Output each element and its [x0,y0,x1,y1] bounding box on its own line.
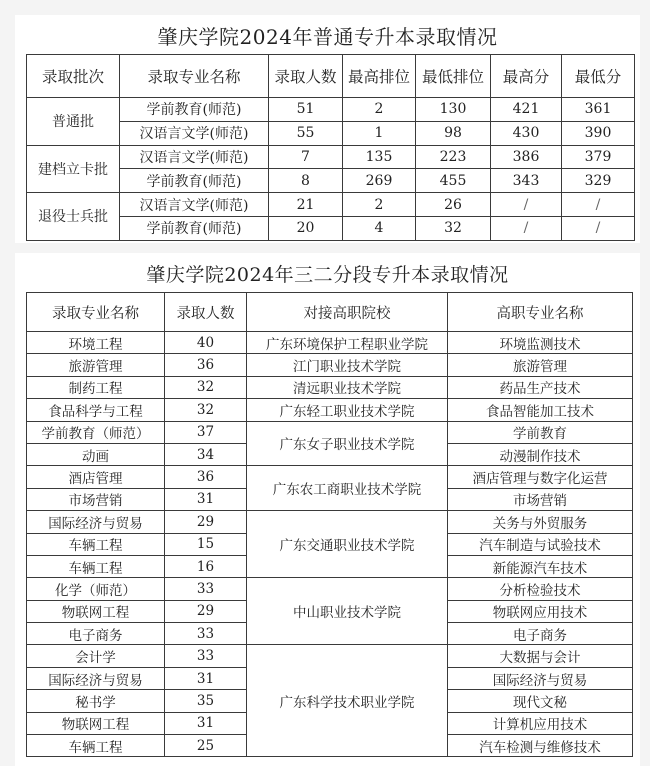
max-score-cell: 421 [491,98,562,122]
count-cell: 32 [165,399,247,421]
count-cell: 35 [165,690,247,712]
major-cell: 电子商务 [27,623,165,645]
major-cell: 酒店管理 [27,466,165,488]
voc-major-cell: 大数据与会计 [448,645,633,667]
min-rank-cell: 455 [416,169,491,193]
voc-major-cell: 新能源汽车技术 [448,555,633,577]
min-rank-cell: 223 [416,145,491,169]
table-row [27,421,633,443]
count-cell: 31 [165,712,247,734]
max-rank-cell: 2 [343,98,416,122]
header-min-rank: 最低排位 [416,55,491,98]
three-two-admission-panel [15,253,640,766]
max-rank-cell: 4 [343,216,416,240]
major-cell: 化学（师范） [27,578,165,600]
major-cell: 车辆工程 [27,735,165,757]
header-batch: 录取批次 [27,55,120,98]
count-cell: 29 [165,511,247,533]
major-cell: 学前教育(师范) [120,216,269,240]
voc-major-cell: 分析检验技术 [448,578,633,600]
major-cell: 学前教育(师范) [120,98,269,122]
header-max-rank: 最高排位 [343,55,416,98]
school-cell: 江门职业技术学院 [247,354,448,376]
regular-admission-panel [15,15,640,243]
max-score-cell: / [491,216,562,240]
voc-major-cell: 汽车制造与试验技术 [448,533,633,555]
count-cell: 33 [165,578,247,600]
major-cell: 制药工程 [27,376,165,398]
count-cell: 40 [165,332,247,354]
major-cell: 汉语言文学(师范) [120,193,269,217]
count-cell: 16 [165,555,247,577]
count-cell: 25 [165,735,247,757]
count-cell: 15 [165,533,247,555]
major-cell: 汉语言文学(师范) [120,121,269,145]
min-score-cell: 390 [562,121,635,145]
count-cell: 21 [269,193,343,217]
voc-major-cell: 动漫制作技术 [448,443,633,465]
school-cell: 广东环境保护工程职业学院 [247,332,448,354]
school-cell: 广东轻工职业技术学院 [247,399,448,421]
header-count: 录取人数 [269,55,343,98]
count-cell: 31 [165,488,247,510]
school-cell: 广东科学技术职业学院 [247,645,448,757]
max-rank-cell: 135 [343,145,416,169]
voc-major-cell: 计算机应用技术 [448,712,633,734]
table-row [27,98,635,122]
table-row [27,645,633,667]
count-cell: 34 [165,443,247,465]
voc-major-cell: 旅游管理 [448,354,633,376]
major-cell: 国际经济与贸易 [27,511,165,533]
major-cell: 车辆工程 [27,533,165,555]
major-cell: 学前教育(师范) [120,169,269,193]
major-cell: 车辆工程 [27,555,165,577]
school-cell: 中山职业技术学院 [247,578,448,645]
header-school: 对接高职院校 [247,293,448,332]
header-min-score: 最低分 [562,55,635,98]
min-rank-cell: 98 [416,121,491,145]
school-cell: 广东女子职业技术学院 [247,421,448,466]
major-cell: 环境工程 [27,332,165,354]
max-rank-cell: 2 [343,193,416,217]
table-header-row [27,293,633,332]
regular-admission-table [26,54,635,241]
min-score-cell: / [562,216,635,240]
voc-major-cell: 汽车检测与维修技术 [448,735,633,757]
major-cell: 物联网工程 [27,600,165,622]
count-cell: 36 [165,354,247,376]
voc-major-cell: 关务与外贸服务 [448,511,633,533]
voc-major-cell: 酒店管理与数字化运营 [448,466,633,488]
school-cell: 广东农工商职业技术学院 [247,466,448,511]
min-score-cell: / [562,193,635,217]
major-cell: 学前教育（师范） [27,421,165,443]
table-row [27,354,633,376]
max-rank-cell: 269 [343,169,416,193]
count-cell: 31 [165,667,247,689]
header-voc-major: 高职专业名称 [448,293,633,332]
major-cell: 市场营销 [27,488,165,510]
school-cell: 清远职业技术学院 [247,376,448,398]
voc-major-cell: 电子商务 [448,623,633,645]
major-cell: 秘书学 [27,690,165,712]
voc-major-cell: 药品生产技术 [448,376,633,398]
count-cell: 36 [165,466,247,488]
min-rank-cell: 32 [416,216,491,240]
count-cell: 55 [269,121,343,145]
header-major: 录取专业名称 [120,55,269,98]
major-cell: 会计学 [27,645,165,667]
major-cell: 物联网工程 [27,712,165,734]
major-cell: 动画 [27,443,165,465]
school-cell: 广东交通职业技术学院 [247,511,448,578]
batch-cell: 普通批 [27,98,120,146]
table-row [27,332,633,354]
count-cell: 32 [165,376,247,398]
voc-major-cell: 物联网应用技术 [448,600,633,622]
count-cell: 7 [269,145,343,169]
table-header-row [27,55,635,98]
min-score-cell: 379 [562,145,635,169]
table-row [27,511,633,533]
header-count: 录取人数 [165,293,247,332]
table-row [27,145,635,169]
max-score-cell: 343 [491,169,562,193]
three-two-admission-table [26,292,633,757]
count-cell: 33 [165,623,247,645]
major-cell: 旅游管理 [27,354,165,376]
min-rank-cell: 130 [416,98,491,122]
max-score-cell: / [491,193,562,217]
voc-major-cell: 市场营销 [448,488,633,510]
header-major: 录取专业名称 [27,293,165,332]
major-cell: 汉语言文学(师范) [120,145,269,169]
min-score-cell: 361 [562,98,635,122]
count-cell: 51 [269,98,343,122]
table-row [27,376,633,398]
table-row [27,466,633,488]
count-cell: 29 [165,600,247,622]
voc-major-cell: 学前教育 [448,421,633,443]
max-score-cell: 386 [491,145,562,169]
regular-admission-title: 肇庆学院2024年普通专升本录取情况 [157,25,498,49]
major-cell: 国际经济与贸易 [27,667,165,689]
max-score-cell: 430 [491,121,562,145]
voc-major-cell: 现代文秘 [448,690,633,712]
count-cell: 37 [165,421,247,443]
table-row [27,578,633,600]
min-rank-cell: 26 [416,193,491,217]
three-two-admission-title: 肇庆学院2024年三二分段专升本录取情况 [146,264,509,286]
batch-cell: 建档立卡批 [27,145,120,193]
count-cell: 33 [165,645,247,667]
major-cell: 食品科学与工程 [27,399,165,421]
voc-major-cell: 环境监测技术 [448,332,633,354]
voc-major-cell: 食品智能加工技术 [448,399,633,421]
max-rank-cell: 1 [343,121,416,145]
batch-cell: 退役士兵批 [27,193,120,241]
count-cell: 20 [269,216,343,240]
table-row [27,399,633,421]
voc-major-cell: 国际经济与贸易 [448,667,633,689]
header-max-score: 最高分 [491,55,562,98]
min-score-cell: 329 [562,169,635,193]
count-cell: 8 [269,169,343,193]
table-row [27,193,635,217]
